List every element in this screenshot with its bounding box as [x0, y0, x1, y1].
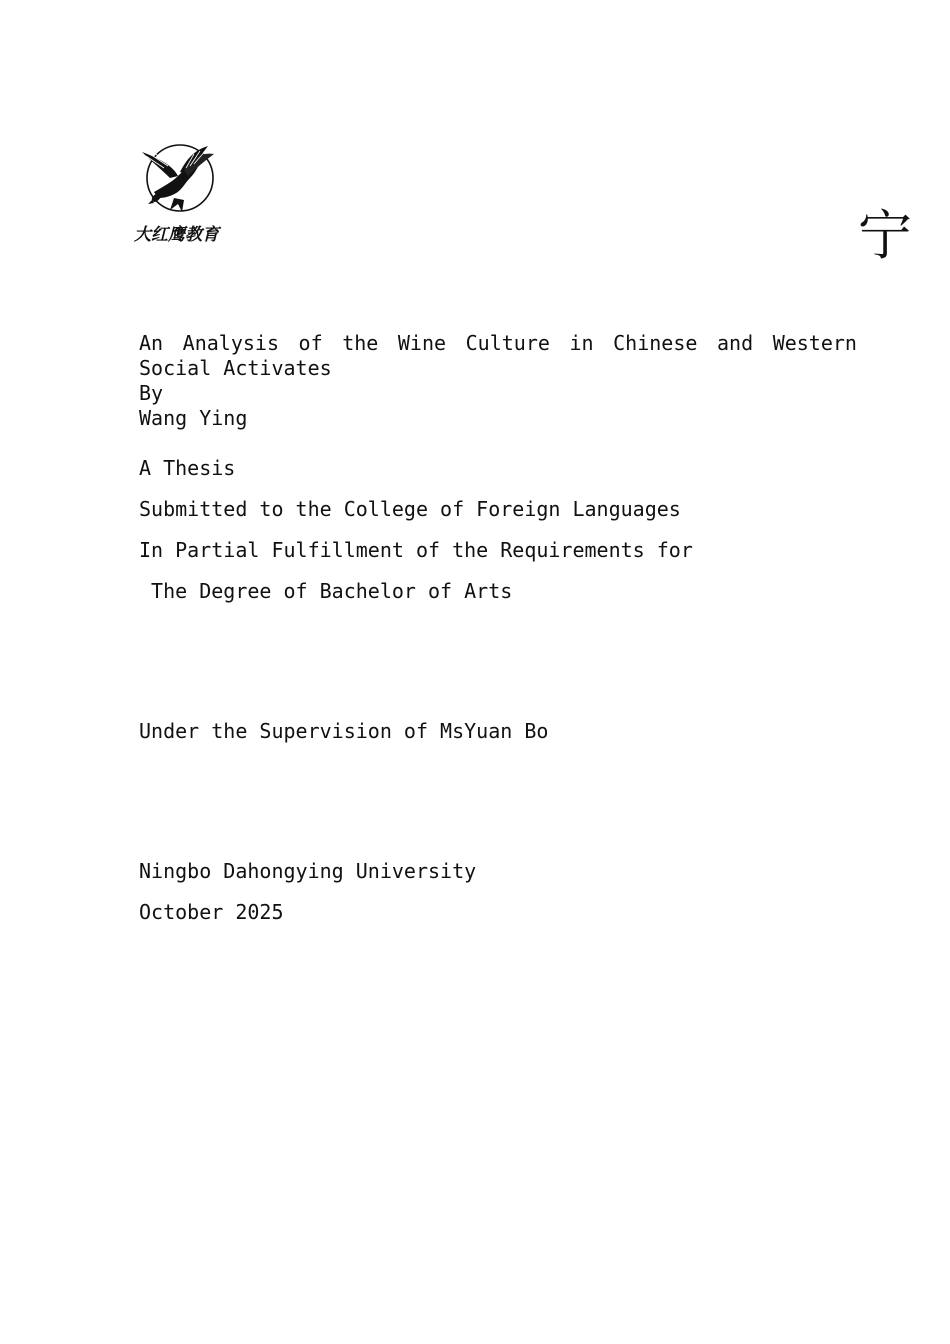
university-logo	[134, 142, 226, 246]
author-name: Wang Ying	[139, 406, 248, 430]
title-line-1	[139, 331, 857, 356]
title-word: Analysis	[182, 331, 279, 355]
title-word: An	[139, 331, 164, 355]
supervision-line: Under the Supervision of MsYuan Bo	[139, 719, 549, 743]
fulfillment-line: In Partial Fulfillment of the Requirements for	[139, 538, 693, 562]
eagle-logo-icon	[134, 142, 226, 218]
title-word: Chinese	[613, 331, 698, 355]
degree-line: The Degree of Bachelor of Arts	[139, 579, 513, 603]
title-word: the	[342, 331, 379, 355]
thesis-title	[139, 331, 857, 381]
by-label: By	[139, 381, 164, 405]
thesis-type: A Thesis	[139, 456, 236, 480]
logo-text: 大红鹰教育	[134, 225, 219, 245]
title-word: in	[569, 331, 594, 355]
title-line-2: Social Activates	[139, 356, 332, 380]
corner-glyph: 宁	[858, 204, 912, 267]
submission-date: October 2025	[139, 900, 284, 924]
title-word: Culture	[465, 331, 550, 355]
university-name: Ningbo Dahongying University	[139, 859, 477, 883]
submitted-to: Submitted to the College of Foreign Languages	[139, 497, 681, 521]
title-word: and	[717, 331, 754, 355]
title-word: Western	[772, 331, 857, 355]
title-word: of	[298, 331, 323, 355]
title-word: Wine	[397, 331, 447, 355]
